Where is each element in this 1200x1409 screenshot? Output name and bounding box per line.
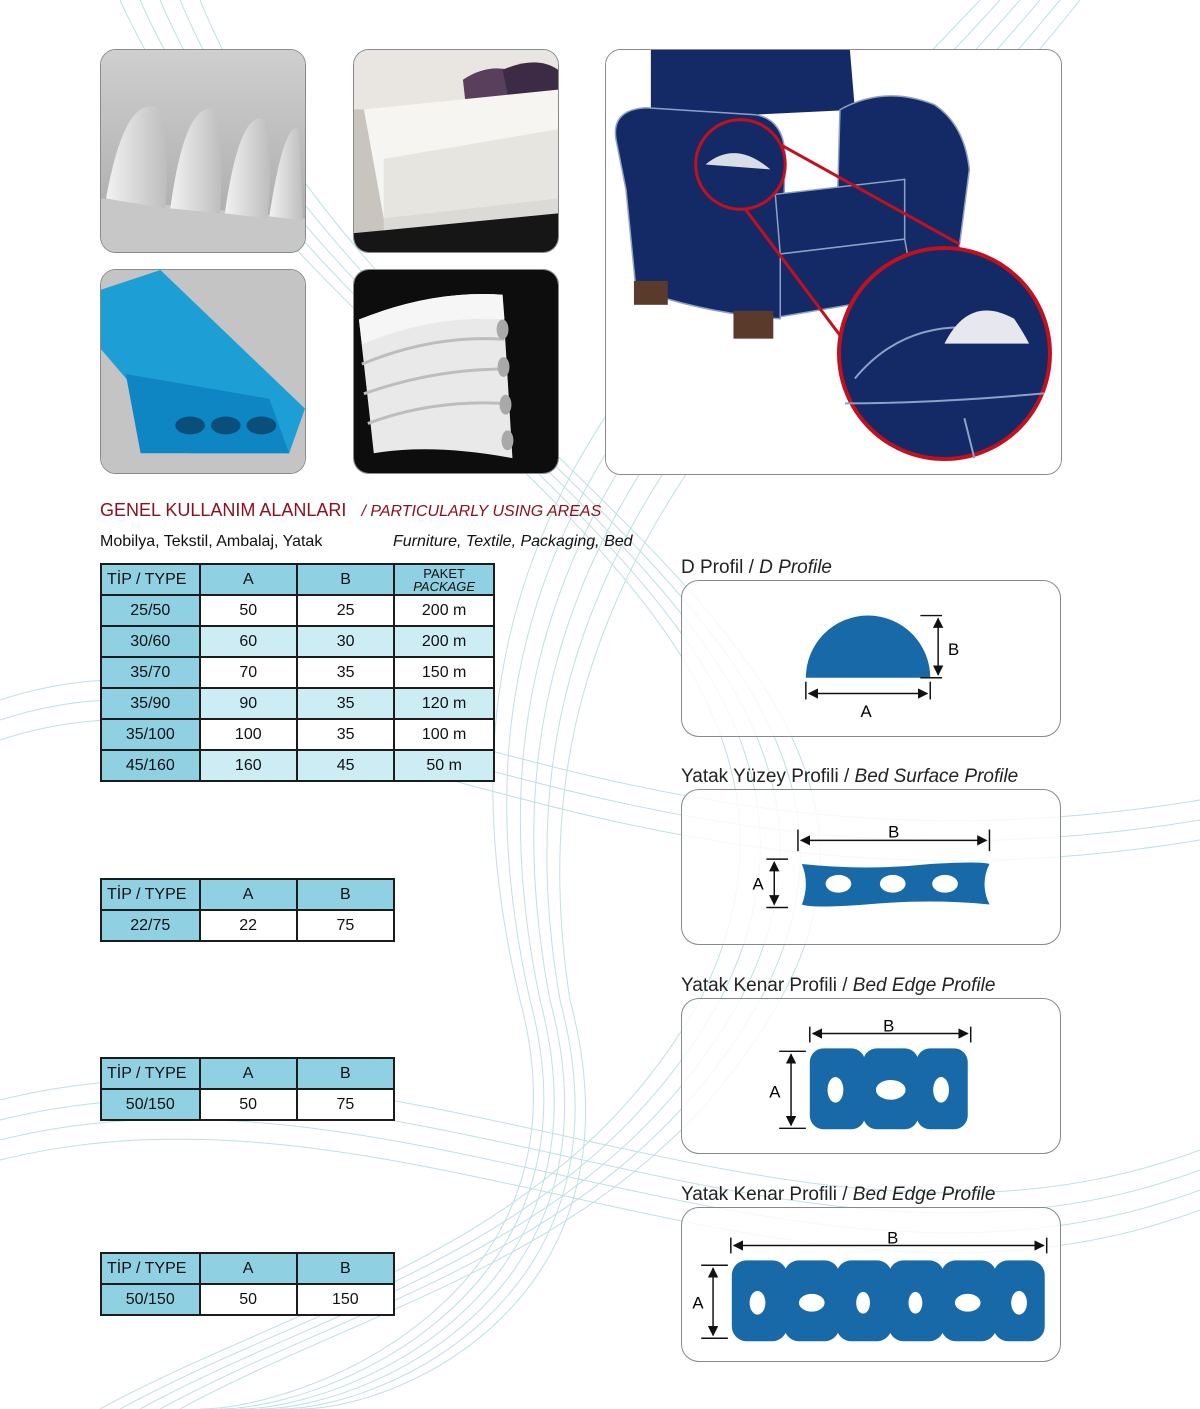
cell-a: 70 xyxy=(200,657,297,688)
col-a: A xyxy=(200,564,297,595)
table-header-row xyxy=(101,1058,394,1089)
cell-a: 22 xyxy=(200,910,297,941)
table-row xyxy=(101,657,494,688)
d-profile-shape xyxy=(806,616,930,678)
title-tr: GENEL KULLANIM ALANLARI xyxy=(100,500,347,520)
bed-surface-title-tr: Yatak Yüzey Profili / xyxy=(681,766,850,787)
cell-b: 25 xyxy=(297,595,394,626)
col-package-tr: PAKET xyxy=(423,565,465,581)
cell-a: 50 xyxy=(200,595,297,626)
cell-a: 90 xyxy=(200,688,297,719)
cell-b: 35 xyxy=(297,657,394,688)
cell-type: 35/70 xyxy=(101,657,200,688)
cell-b: 45 xyxy=(297,750,394,781)
cell-b: 75 xyxy=(297,910,394,941)
cell-package: 120 m xyxy=(394,688,494,719)
bed-surface-title-en: Bed Surface Profile xyxy=(854,766,1019,787)
cell-b: 30 xyxy=(297,626,394,657)
photo-mattress xyxy=(353,49,559,253)
cell-type: 30/60 xyxy=(101,626,200,657)
section-title xyxy=(100,500,601,521)
col-b: B xyxy=(297,1058,394,1089)
col-package xyxy=(394,564,494,595)
table-header-row xyxy=(101,879,394,910)
photo-white-edge-profiles xyxy=(353,269,559,474)
table-row xyxy=(101,910,394,941)
cell-type: 22/75 xyxy=(101,910,200,941)
bed-edge-2-title-en: Bed Edge Profile xyxy=(852,1184,996,1205)
photo-foam-d-profiles xyxy=(100,49,306,253)
bed-edge-2-label-b: B xyxy=(887,1228,899,1248)
cell-type: 45/160 xyxy=(101,750,200,781)
cell-a: 50 xyxy=(200,1284,297,1315)
bed-edge-1-title-en: Bed Edge Profile xyxy=(852,975,996,996)
bed-edge-spec-table-2 xyxy=(100,1252,395,1316)
cell-b: 150 xyxy=(297,1284,394,1315)
photo-blue-foam-profile xyxy=(100,269,306,474)
cell-b: 75 xyxy=(297,1089,394,1120)
usage-areas-en: Furniture, Textile, Packaging, Bed xyxy=(393,533,633,550)
col-b: B xyxy=(297,1253,394,1284)
col-b: B xyxy=(297,879,394,910)
cell-type: 25/50 xyxy=(101,595,200,626)
cell-package: 200 m xyxy=(394,626,494,657)
cell-type: 50/150 xyxy=(101,1089,200,1120)
cell-type: 35/100 xyxy=(101,719,200,750)
table-row xyxy=(101,750,494,781)
bed-edge-profile-diagram-1 xyxy=(681,998,1061,1154)
bed-surface-label-a: A xyxy=(752,874,764,894)
d-profile-label-a: A xyxy=(860,702,872,722)
col-type: TİP / TYPE xyxy=(101,879,200,910)
table-row xyxy=(101,595,494,626)
col-a: A xyxy=(200,879,297,910)
d-profile-title-tr: D Profil / xyxy=(681,557,754,578)
bed-edge-1-label-b: B xyxy=(883,1016,895,1036)
d-profile-diagram xyxy=(681,580,1061,737)
bed-surface-label-b: B xyxy=(888,822,900,842)
bed-edge-2-shape xyxy=(732,1260,1045,1341)
cell-package: 50 m xyxy=(394,750,494,781)
cell-a: 100 xyxy=(200,719,297,750)
table-row xyxy=(101,719,494,750)
cell-type: 35/90 xyxy=(101,688,200,719)
cell-package: 200 m xyxy=(394,595,494,626)
table-row xyxy=(101,1284,394,1315)
col-a: A xyxy=(200,1253,297,1284)
bed-edge-1-title-tr: Yatak Kenar Profili / xyxy=(681,975,848,996)
cell-b: 35 xyxy=(297,688,394,719)
cell-a: 60 xyxy=(200,626,297,657)
cell-package: 100 m xyxy=(394,719,494,750)
cell-package: 150 m xyxy=(394,657,494,688)
cell-type: 50/150 xyxy=(101,1284,200,1315)
d-profile-title-en: D Profile xyxy=(759,557,832,578)
bed-edge-2-label-a: A xyxy=(692,1293,704,1313)
cell-a: 160 xyxy=(200,750,297,781)
d-profile-spec-table xyxy=(100,563,495,782)
table-row xyxy=(101,688,494,719)
bed-edge-1-label-a: A xyxy=(769,1082,781,1102)
col-type: TİP / TYPE xyxy=(101,564,200,595)
table-row xyxy=(101,1089,394,1120)
bed-edge-profile-title-1 xyxy=(681,975,995,997)
photo-armchair-diagram xyxy=(605,49,1062,475)
table-header-row xyxy=(101,564,494,595)
bed-surface-profile-title xyxy=(681,766,1018,788)
cell-b: 35 xyxy=(297,719,394,750)
col-type: TİP / TYPE xyxy=(101,1253,200,1284)
bed-edge-profile-diagram-2 xyxy=(681,1207,1061,1362)
cell-a: 50 xyxy=(200,1089,297,1120)
col-a: A xyxy=(200,1058,297,1089)
table-row xyxy=(101,626,494,657)
d-profile-title xyxy=(681,557,832,579)
bed-edge-profile-title-2 xyxy=(681,1184,995,1206)
col-type: TİP / TYPE xyxy=(101,1058,200,1089)
col-package-en: PACKAGE xyxy=(413,578,476,594)
bed-surface-spec-table xyxy=(100,878,395,942)
col-b: B xyxy=(297,564,394,595)
title-en: / PARTICULARLY USING AREAS xyxy=(361,503,602,520)
table-header-row xyxy=(101,1253,394,1284)
bed-edge-spec-table-1 xyxy=(100,1057,395,1121)
usage-areas-tr: Mobilya, Tekstil, Ambalaj, Yatak xyxy=(100,533,323,550)
bed-surface-profile-diagram xyxy=(681,789,1061,945)
bed-edge-2-title-tr: Yatak Kenar Profili / xyxy=(681,1184,848,1205)
d-profile-label-b: B xyxy=(948,640,960,660)
